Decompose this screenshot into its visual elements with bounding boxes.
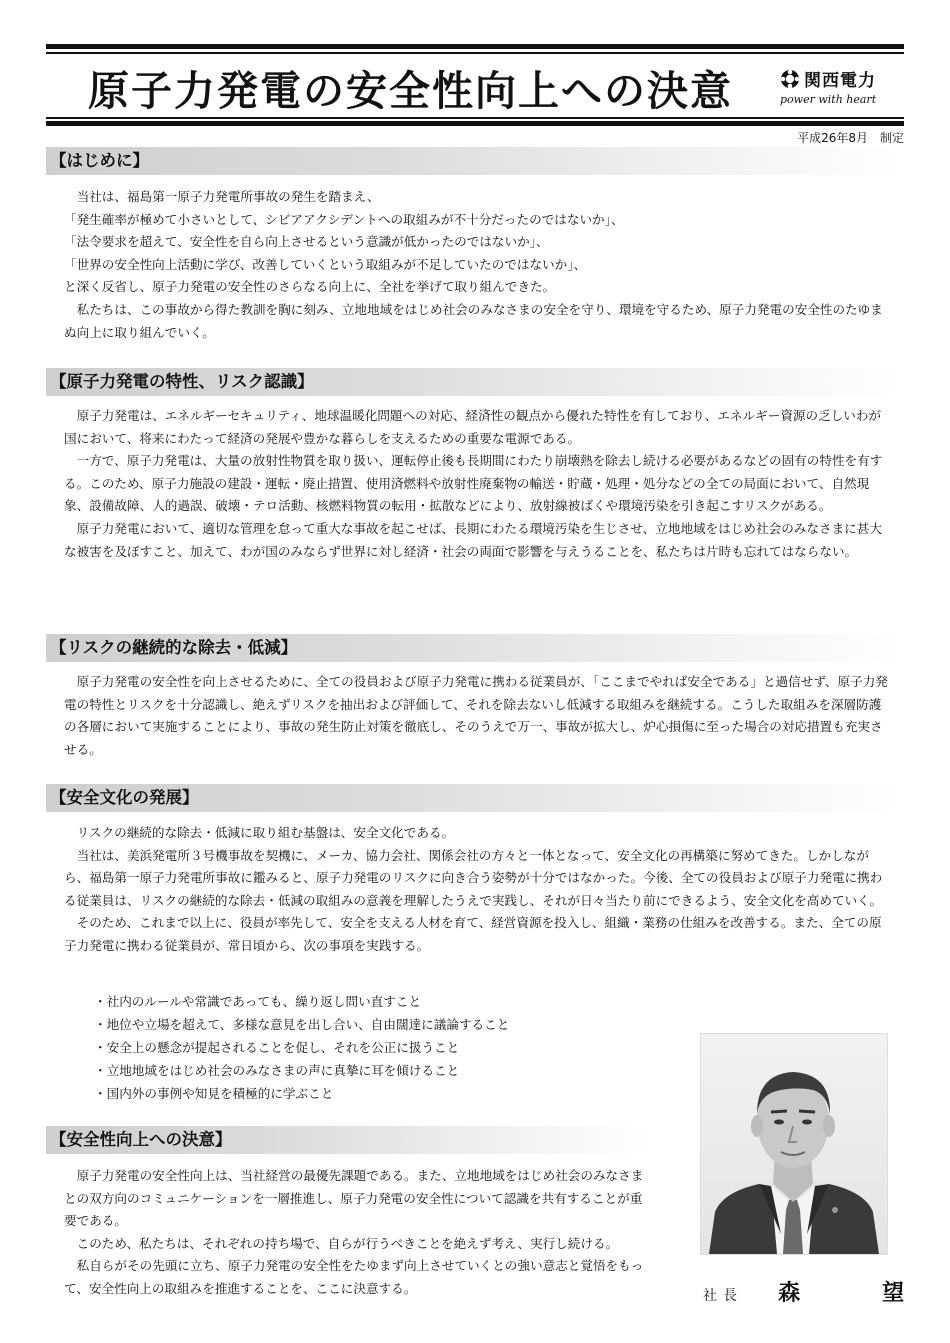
- paragraph: 原子力発電において、適切な管理を怠って重大な事故を起こせば、長期にわたる環境汚染を生じさせ、立地地域をはじめ社会のみなさまに甚大な被害を及ぼすこと、加えて、わが国のみならず世界に対し経済・社会の両面で影響を与えうることを、私たちは片時も忘れてはならない。: [64, 520, 882, 559]
- section-body-resolution: [64, 1165, 652, 1301]
- company-logo: [780, 66, 890, 106]
- logo-tagline: power with heart: [780, 93, 877, 106]
- list-item: ・立地地域をはじめ社会のみなさまの声に真摯に耳を傾けること: [94, 1063, 460, 1078]
- paragraph: と深く反省し、原子力発電の安全性のさらなる向上に、全社を挙げて取り組んできた。: [64, 279, 556, 295]
- list-item: ・安全上の懸念が提起されることを促し、それを公正に扱うこと: [94, 1040, 460, 1055]
- paragraph: 当社は、美浜発電所３号機事故を契機に、メーカ、協力会社、関係会社の方々と一体となって、安全文化の再構築に努めてきた。しかしながら、福島第一原子力発電所事故に鑑みると、原子力発電のリスクに向き合う姿勢が十分ではなかった。今後、全ての役員および原子力発電に携わる従業員は、リスクの継続的な除去・低減の取組みの意義を理解したうえで実践し、それが日々当たり前にできるよう、安全文化を高めていく。: [64, 847, 883, 908]
- paragraph: 「発生確率が極めて小さいとして、シビアアクシデントへの取組みが不十分だったのではないか」、: [64, 211, 624, 227]
- paragraph: そのため、これまで以上に、役員が率先して、安全を支える人材を育て、経営資源を投入し、組織・業務の仕組みを改善する。また、全ての原子力発電に携わる従業員が、常日頃から、次の事項を実践する。: [64, 915, 882, 953]
- logo-name: 関西電力: [804, 71, 876, 91]
- list-item: ・社内のルールや常識であっても、繰り返し問い直すこと: [94, 994, 422, 1009]
- page-title: 原子力発電の安全性向上への決意: [88, 67, 733, 115]
- header-rule-top-thin: [46, 52, 904, 54]
- section-heading-introduction: 【はじめに】: [46, 147, 900, 175]
- paragraph: リスクの継続的な除去・低減に取り組む基盤は、安全文化である。: [76, 825, 455, 840]
- header-rule-bottom-thin: [46, 117, 904, 119]
- signature-title: 社長: [703, 1288, 743, 1304]
- section-heading-risk-reduction: 【リスクの継続的な除去・低減】: [46, 634, 900, 662]
- paragraph: このため、私たちは、それぞれの持ち場で、自らが行うべきことを絶えず考え、実行し続ける。: [76, 1235, 619, 1251]
- paragraph: 一方で、原子力発電は、大量の放射性物質を取り扱い、運転停止後も長期間にわたり崩壊熱を除去し続ける必要があるなどの固有の特性を有する。このため、原子力施設の建設・運転・廃止措置、使用済燃料や放射性廃棄物の輸送・貯蔵・処理・処分などの全ての局面において、自然現象、設備故障、人的過誤、破壊・テロ活動、核燃料物質の転用・拡散などにより、放射線被ばくや環境汚染を引き起こすリスクがある。: [64, 453, 883, 514]
- kepco-logo-icon: [780, 69, 800, 89]
- paragraph: 私自らがその先頭に立ち、原子力発電の安全性をたゆまず向上させていくとの強い意志と覚悟をもって、安全性向上の取組みを推進することを、ここに決意する。: [64, 1258, 644, 1296]
- section-body-introduction: [64, 186, 888, 344]
- paragraph: 当社は、福島第一原子力発電所事故の発生を踏まえ、: [76, 189, 380, 204]
- practice-list: [94, 990, 509, 1105]
- paragraph: 「世界の安全性向上活動に学び、改善していくという取組みが不足していたのではないか」、: [64, 256, 587, 272]
- section-body-risk-reduction: [64, 671, 888, 761]
- section-heading-safety-culture: 【安全文化の発展】: [46, 784, 900, 812]
- signature: [703, 1276, 934, 1307]
- enactment-date: 平成26年8月 制定: [797, 131, 904, 145]
- section-body-risk-recognition: [64, 405, 888, 563]
- list-item: ・国内外の事例や知見を積極的に学ぶこと: [94, 1086, 334, 1101]
- signature-name: 森 望: [778, 1281, 935, 1306]
- paragraph: 私たちは、この事故から得た教訓を胸に刻み、立地地域をはじめ社会のみなさまの安全を守り、環境を守るため、原子力発電の安全性のたゆまぬ向上に取り組んでいく。: [64, 301, 883, 340]
- paragraph: 「法令要求を超えて、安全性を自ら向上させるという意識が低かったのではないか」、: [64, 234, 549, 250]
- paragraph: 原子力発電は、エネルギーセキュリティ、地球温暖化問題への対応、経済性の観点から優れた特性を有しており、エネルギー資源の乏しいわが国において、将来にわたって経済の発展や豊かな暮らしを支えるための重要な電源である。: [64, 408, 882, 446]
- section-heading-risk-recognition: 【原子力発電の特性、リスク認識】: [46, 368, 900, 396]
- header-rule-top-thick: [46, 44, 904, 49]
- paragraph: 原子力発電の安全性向上は、当社経営の最優先課題である。また、立地地域をはじめ社会のみなさまとの双方向のコミュニケーションを一層推進し、原子力発電の安全性について認識を共有することが重要である。: [64, 1168, 644, 1229]
- header-rule-bottom-thick: [46, 121, 904, 126]
- list-item: ・地位や立場を超えて、多様な意見を出し合い、自由闊達に議論すること: [94, 1017, 510, 1032]
- section-body-safety-culture: [64, 822, 888, 958]
- section-heading-resolution: 【安全性向上への決意】: [46, 1126, 650, 1154]
- president-photo-illustration: [701, 1034, 887, 1254]
- paragraph: 原子力発電の安全性を向上させるために、全ての役員および原子力発電に携わる従業員が、「ここまでやれば安全である」と過信せず、原子力発電の特性とリスクを十分認識し、絶えずリスクを抽出および評価して、それを除去ないし低減する取組みを継続する。こうした取組みを深層防護の各層において実施することにより、事故の発生防止対策を徹底し、そのうえで万一、事故が拡大し、炉心損傷に至った場合の対応措置も充実させる。: [64, 674, 888, 757]
- president-portrait: [700, 1033, 888, 1255]
